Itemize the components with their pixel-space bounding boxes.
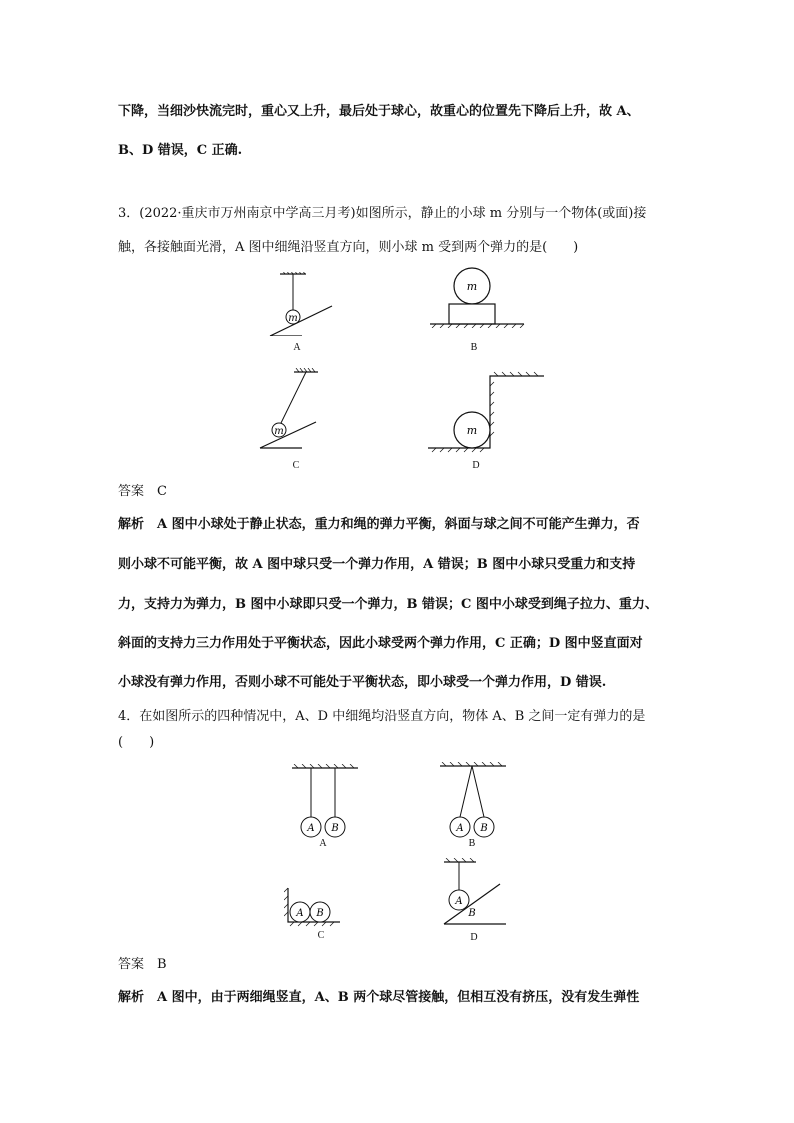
figure-label: A	[319, 838, 327, 849]
question-3-explanation: 力，支持力为弹力，B 图中小球即只受一个弹力，B 错误；C 图中小球受到绳子拉力、重力、	[118, 597, 658, 612]
ball-label: m	[288, 313, 298, 324]
ball-label: m	[466, 424, 478, 437]
question-4-stem: ( )	[118, 735, 155, 750]
block-b-label: B	[468, 908, 476, 919]
q4-figure-d	[440, 858, 510, 950]
question-3-explanation: 小球没有弹力作用，否则小球不可能处于平衡状态，即小球受一个弹力作用，D 错误.	[118, 675, 607, 690]
figure-label: B	[468, 838, 476, 849]
question-3-stem: 3．(2022·重庆市万州南京中学高三月考)如图所示，静止的小球 m 分别与一个物体(或面)接	[118, 206, 647, 221]
ball-b-label: B	[316, 908, 324, 919]
figure-label: A	[293, 342, 301, 353]
figure-label: C	[292, 460, 300, 471]
text-line: B、D 错误，C 正确.	[118, 143, 243, 158]
q3-figure-b	[426, 266, 526, 354]
ball-label: m	[466, 280, 478, 293]
question-3-answer: 答案 C	[118, 484, 167, 499]
question-4-explanation: 解析 A 图中，由于两细绳竖直，A、B 两个球尽管接触，但相互没有挤压，没有发生弹性	[118, 990, 640, 1005]
ball-b-label: B	[480, 823, 488, 834]
q4-figure-b	[438, 762, 508, 852]
ball-a-label: A	[296, 908, 304, 919]
q4-figure-c	[284, 886, 344, 946]
question-4-answer: 答案 B	[118, 957, 167, 972]
q3-figure-d	[424, 368, 548, 474]
ball-b-label: B	[331, 823, 339, 834]
figure-label: D	[472, 460, 480, 471]
question-4-stem: 4．在如图所示的四种情况中，A、D 中细绳均沿竖直方向，物体 A、B 之间一定有弹力的是	[118, 709, 646, 724]
text-line: 下降，当细沙快流完时，重心又上升，最后处于球心，故重心的位置先下降后上升，故 A、	[118, 104, 640, 119]
ball-a-label: A	[455, 896, 463, 907]
figure-label: B	[470, 342, 478, 353]
figure-label: C	[317, 930, 325, 941]
ball-a-label: A	[456, 823, 464, 834]
question-3-explanation: 斜面的支持力三力作用处于平衡状态，因此小球受两个弹力作用，C 正确；D 图中竖直面对	[118, 636, 643, 651]
ball-a-label: A	[307, 823, 315, 834]
question-3-stem: 触，各接触面光滑，A 图中细绳沿竖直方向，则小球 m 受到两个弹力的是( )	[118, 240, 579, 255]
ball-label: m	[274, 426, 284, 437]
question-3-explanation: 则小球不可能平衡，故 A 图中球只受一个弹力作用，A 错误；B 图中小球只受重力和支持	[118, 557, 636, 572]
q4-figure-a	[290, 764, 360, 854]
figure-label: D	[470, 932, 478, 943]
q3-figure-a	[262, 272, 334, 352]
q3-figure-c	[256, 368, 336, 472]
question-3-explanation: 解析 A 图中小球处于静止状态，重力和绳的弹力平衡，斜面与球之间不可能产生弹力，否	[118, 517, 640, 532]
